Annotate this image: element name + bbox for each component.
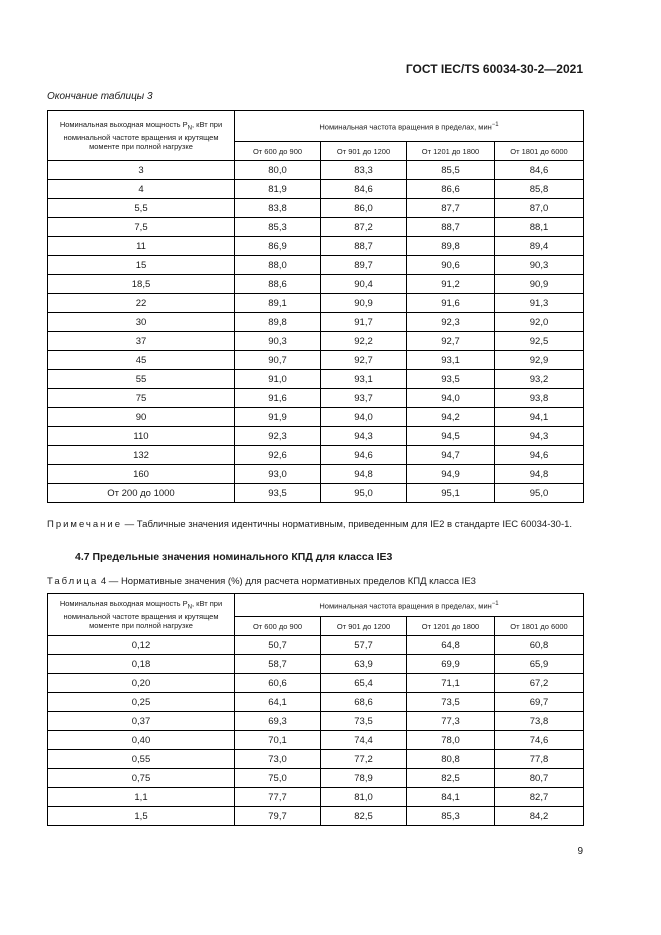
table-row <box>48 712 584 731</box>
power-cell: 0,20 <box>48 674 235 693</box>
value-cell: 71,1 <box>407 674 495 693</box>
document-header: ГОСТ IEC/TS 60034-30-2—2021 <box>405 62 583 76</box>
value-cell: 60,6 <box>235 674 321 693</box>
value-cell: 92,3 <box>407 313 495 332</box>
power-cell: 90 <box>48 408 235 427</box>
value-cell: 89,8 <box>407 237 495 256</box>
value-cell: 65,9 <box>495 655 584 674</box>
value-cell: 94,9 <box>407 465 495 484</box>
speed-range-header: От 1801 до 6000 <box>495 617 584 636</box>
table-note: Примечание — Табличные значения идентичны нормативным, приведенным для IE2 в стандарте IEC 60034-30-1. <box>47 519 573 530</box>
value-cell: 95,1 <box>407 484 495 503</box>
value-cell: 93,2 <box>495 370 584 389</box>
value-cell: 86,6 <box>407 180 495 199</box>
power-cell: 22 <box>48 294 235 313</box>
power-cell: 7,5 <box>48 218 235 237</box>
power-cell: 160 <box>48 465 235 484</box>
value-cell: 92,6 <box>235 446 321 465</box>
value-cell: 75,0 <box>235 769 321 788</box>
speed-range-header: От 1201 до 1800 <box>407 617 495 636</box>
table-row <box>48 313 584 332</box>
value-cell: 95,0 <box>321 484 407 503</box>
value-cell: 50,7 <box>235 636 321 655</box>
value-cell: 80,0 <box>235 161 321 180</box>
power-cell: 1,1 <box>48 788 235 807</box>
table-row <box>48 693 584 712</box>
power-cell: 0,37 <box>48 712 235 731</box>
value-cell: 58,7 <box>235 655 321 674</box>
power-cell: 0,12 <box>48 636 235 655</box>
table-row <box>48 807 584 826</box>
value-cell: 93,8 <box>495 389 584 408</box>
table-3 <box>47 110 584 503</box>
value-cell: 79,7 <box>235 807 321 826</box>
speed-range-header: От 901 до 1200 <box>321 617 407 636</box>
value-cell: 93,1 <box>407 351 495 370</box>
value-cell: 82,5 <box>321 807 407 826</box>
value-cell: 92,3 <box>235 427 321 446</box>
speed-range-header: От 1801 до 6000 <box>495 142 584 161</box>
value-cell: 87,7 <box>407 199 495 218</box>
value-cell: 94,3 <box>321 427 407 446</box>
table-row <box>48 237 584 256</box>
speed-range-header: От 901 до 1200 <box>321 142 407 161</box>
value-cell: 86,9 <box>235 237 321 256</box>
value-cell: 90,3 <box>495 256 584 275</box>
value-cell: 68,6 <box>321 693 407 712</box>
value-cell: 90,7 <box>235 351 321 370</box>
value-cell: 93,1 <box>321 370 407 389</box>
table-row <box>48 389 584 408</box>
value-cell: 77,2 <box>321 750 407 769</box>
value-cell: 91,0 <box>235 370 321 389</box>
power-cell: От 200 до 1000 <box>48 484 235 503</box>
value-cell: 88,7 <box>321 237 407 256</box>
power-cell: 11 <box>48 237 235 256</box>
value-cell: 94,8 <box>321 465 407 484</box>
table-row <box>48 294 584 313</box>
value-cell: 77,8 <box>495 750 584 769</box>
power-cell: 75 <box>48 389 235 408</box>
value-cell: 87,0 <box>495 199 584 218</box>
value-cell: 78,9 <box>321 769 407 788</box>
value-cell: 64,1 <box>235 693 321 712</box>
table-row <box>48 769 584 788</box>
speed-range-header: От 1201 до 1800 <box>407 142 495 161</box>
power-cell: 4 <box>48 180 235 199</box>
table-row <box>48 275 584 294</box>
power-cell: 5,5 <box>48 199 235 218</box>
power-column-header: Номинальная выходная мощность $P_N$, кВт при номинальной частоте вращения и крутящем моменте при полной нагрузке <box>48 111 235 161</box>
value-cell: 86,0 <box>321 199 407 218</box>
power-cell: 55 <box>48 370 235 389</box>
value-cell: 91,6 <box>407 294 495 313</box>
value-cell: 85,3 <box>235 218 321 237</box>
value-cell: 88,0 <box>235 256 321 275</box>
value-cell: 70,1 <box>235 731 321 750</box>
value-cell: 94,1 <box>495 408 584 427</box>
power-cell: 30 <box>48 313 235 332</box>
speed-range-header: От 600 до 900 <box>235 617 321 636</box>
table-row <box>48 332 584 351</box>
power-cell: 0,18 <box>48 655 235 674</box>
value-cell: 74,6 <box>495 731 584 750</box>
table-row <box>48 370 584 389</box>
value-cell: 94,6 <box>495 446 584 465</box>
table-row <box>48 408 584 427</box>
value-cell: 69,9 <box>407 655 495 674</box>
table-row <box>48 788 584 807</box>
value-cell: 94,5 <box>407 427 495 446</box>
value-cell: 89,7 <box>321 256 407 275</box>
table-row <box>48 731 584 750</box>
value-cell: 88,6 <box>235 275 321 294</box>
value-cell: 80,8 <box>407 750 495 769</box>
value-cell: 89,4 <box>495 237 584 256</box>
power-cell: 0,55 <box>48 750 235 769</box>
power-cell: 45 <box>48 351 235 370</box>
table-row <box>48 655 584 674</box>
value-cell: 90,4 <box>321 275 407 294</box>
value-cell: 73,5 <box>321 712 407 731</box>
value-cell: 84,6 <box>321 180 407 199</box>
value-cell: 94,7 <box>407 446 495 465</box>
value-cell: 81,0 <box>321 788 407 807</box>
power-column-header: Номинальная выходная мощность $P_N$, кВт при номинальной частоте вращения и крутящем моменте при полной нагрузке <box>48 594 235 636</box>
power-cell: 18,5 <box>48 275 235 294</box>
value-cell: 84,6 <box>495 161 584 180</box>
value-cell: 83,3 <box>321 161 407 180</box>
value-cell: 93,7 <box>321 389 407 408</box>
page-number: 9 <box>577 846 583 857</box>
table-row <box>48 427 584 446</box>
value-cell: 91,6 <box>235 389 321 408</box>
speed-range-header: От 600 до 900 <box>235 142 321 161</box>
value-cell: 94,3 <box>495 427 584 446</box>
value-cell: 88,1 <box>495 218 584 237</box>
section-heading: 4.7 Предельные значения номинального КПД для класса IE3 <box>75 551 393 563</box>
value-cell: 57,7 <box>321 636 407 655</box>
table-4 <box>47 593 584 826</box>
table-row <box>48 199 584 218</box>
value-cell: 92,9 <box>495 351 584 370</box>
value-cell: 89,8 <box>235 313 321 332</box>
value-cell: 92,2 <box>321 332 407 351</box>
value-cell: 90,9 <box>321 294 407 313</box>
value-cell: 89,1 <box>235 294 321 313</box>
power-cell: 0,40 <box>48 731 235 750</box>
value-cell: 82,5 <box>407 769 495 788</box>
value-cell: 65,4 <box>321 674 407 693</box>
value-cell: 88,7 <box>407 218 495 237</box>
table-row <box>48 180 584 199</box>
table-3-body <box>48 161 584 503</box>
table-row <box>48 161 584 180</box>
value-cell: 93,0 <box>235 465 321 484</box>
power-cell: 15 <box>48 256 235 275</box>
value-cell: 93,5 <box>407 370 495 389</box>
value-cell: 91,9 <box>235 408 321 427</box>
table-continuation-caption: Окончание таблицы 3 <box>47 91 153 102</box>
value-cell: 90,6 <box>407 256 495 275</box>
value-cell: 74,4 <box>321 731 407 750</box>
value-cell: 94,0 <box>321 408 407 427</box>
power-cell: 110 <box>48 427 235 446</box>
value-cell: 77,3 <box>407 712 495 731</box>
table-row <box>48 446 584 465</box>
value-cell: 63,9 <box>321 655 407 674</box>
value-cell: 60,8 <box>495 636 584 655</box>
value-cell: 80,7 <box>495 769 584 788</box>
speed-group-header: Номинальная частота вращения в пределах, мин$^{-1}$ <box>235 111 584 142</box>
value-cell: 92,0 <box>495 313 584 332</box>
table-row <box>48 750 584 769</box>
value-cell: 81,9 <box>235 180 321 199</box>
table-row <box>48 351 584 370</box>
table-row <box>48 465 584 484</box>
value-cell: 69,7 <box>495 693 584 712</box>
value-cell: 91,7 <box>321 313 407 332</box>
value-cell: 95,0 <box>495 484 584 503</box>
value-cell: 64,8 <box>407 636 495 655</box>
value-cell: 73,5 <box>407 693 495 712</box>
table-row <box>48 256 584 275</box>
value-cell: 83,8 <box>235 199 321 218</box>
power-cell: 0,25 <box>48 693 235 712</box>
value-cell: 73,0 <box>235 750 321 769</box>
table-row <box>48 674 584 693</box>
power-cell: 3 <box>48 161 235 180</box>
table-row <box>48 484 584 503</box>
value-cell: 90,9 <box>495 275 584 294</box>
value-cell: 85,3 <box>407 807 495 826</box>
value-cell: 78,0 <box>407 731 495 750</box>
value-cell: 85,8 <box>495 180 584 199</box>
power-cell: 132 <box>48 446 235 465</box>
value-cell: 92,7 <box>321 351 407 370</box>
value-cell: 94,6 <box>321 446 407 465</box>
value-cell: 92,7 <box>407 332 495 351</box>
value-cell: 77,7 <box>235 788 321 807</box>
value-cell: 82,7 <box>495 788 584 807</box>
value-cell: 84,2 <box>495 807 584 826</box>
value-cell: 92,5 <box>495 332 584 351</box>
table-4-body <box>48 636 584 826</box>
speed-group-header: Номинальная частота вращения в пределах, мин$^{-1}$ <box>235 594 584 617</box>
value-cell: 94,8 <box>495 465 584 484</box>
value-cell: 93,5 <box>235 484 321 503</box>
value-cell: 73,8 <box>495 712 584 731</box>
value-cell: 94,0 <box>407 389 495 408</box>
value-cell: 85,5 <box>407 161 495 180</box>
table-row <box>48 218 584 237</box>
power-cell: 37 <box>48 332 235 351</box>
value-cell: 67,2 <box>495 674 584 693</box>
table-4-caption: Таблица 4 — Нормативные значения (%) для расчета нормативных пределов КПД класса IE3 <box>47 576 476 587</box>
value-cell: 69,3 <box>235 712 321 731</box>
value-cell: 94,2 <box>407 408 495 427</box>
value-cell: 91,2 <box>407 275 495 294</box>
value-cell: 84,1 <box>407 788 495 807</box>
value-cell: 90,3 <box>235 332 321 351</box>
power-cell: 0,75 <box>48 769 235 788</box>
value-cell: 91,3 <box>495 294 584 313</box>
value-cell: 87,2 <box>321 218 407 237</box>
power-cell: 1,5 <box>48 807 235 826</box>
table-row <box>48 636 584 655</box>
